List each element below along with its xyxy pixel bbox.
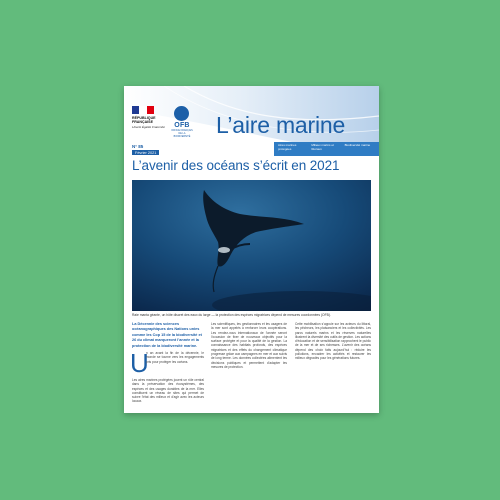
cover-headline: L’avenir des océans s’écrit en 2021	[132, 158, 340, 173]
rf-motto: Liberté Égalité Fraternité	[132, 125, 165, 129]
rf-line: RÉPUBLIQUE	[132, 116, 156, 120]
intro-paragraph: La Décennie des sciences océanographiques des Nations unies comme les Cop 15 de la biodiversité et 26 du climat marqueront l’année et la protection de la biodiversité marine.	[132, 322, 202, 348]
rf-line: FRANÇAISE	[132, 120, 153, 125]
body-column: Les scientifiques, les gestionnaires et les usagers de la mer sont appelés à renforcer leurs coopérations. Les rendez-vous internationaux de l’année seront l’occasion de fixer de nouveaux objectifs pour la surface protégée et pour la qualité de la gestion. La connaissance des habitats profonds, des espèces migratrices et des effets du changement climatique progresse grâce aux campagnes en mer et aux suivis de long terme. Les données collectées alimentent les décisions publiques et permettent d’adapter les mesures de protection.	[211, 322, 287, 369]
masthead-title: L’aire marine	[216, 112, 346, 138]
issue-number: N° 85	[132, 144, 144, 149]
photo-caption: Raie manta géante, un hôte discret des eaux du large — la protection des espèces migratrices dépend de mesures coordonnées (OFB).	[132, 313, 331, 317]
ofb-subtitle: OFFICE FRANÇAIS DE LA BIODIVERSITÉ	[171, 129, 193, 138]
body-column: Les aires marines protégées jouent un rôle central dans la préservation des écosystèmes, des espèces et des usages durables de la mer. Elles constituent un réseau de sites qui permet de suivre l’état des milieux et d’agir avec les acteurs locaux.	[132, 378, 204, 404]
tagline-item: Biodiversité marine	[344, 143, 371, 147]
body-column: Cette mobilisation s’appuie sur les acteurs du littoral, les pêcheurs, les plaisanciers et les collectivités. Les parcs naturels marins et les réserves naturelles illustrent la diversité des outils de gestion. Les actions d’éducation et de sensibilisation rapprochent le public de la mer et de ses richesses. L’avenir des océans dépend des choix faits aujourd’hui : réduire les pollutions, encadrer les activités et restaurer les milieux dégradés pour les générations futures.	[295, 322, 371, 361]
republique-francaise-logo	[132, 106, 165, 144]
tagline-item: Aires marines protégées	[278, 143, 297, 151]
tagline-item: Milieux marins et littoraux	[311, 143, 334, 151]
issue-date-badge: Février 2021	[132, 150, 159, 155]
ofb-wordmark: OFB	[174, 122, 190, 129]
body-column: n an avant la fin de la décennie, le monde se tourne vers les engagements pris pour protéger les océans.	[146, 351, 204, 364]
french-flag-icon	[132, 106, 154, 114]
ofb-emblem-icon	[174, 106, 189, 121]
manta-ray-photo	[132, 180, 371, 311]
magazine-cover	[124, 86, 379, 413]
masthead-tagline	[278, 144, 374, 151]
ofb-logo	[170, 106, 194, 140]
rf-wordmark	[132, 116, 166, 124]
drop-cap: U	[130, 348, 149, 378]
